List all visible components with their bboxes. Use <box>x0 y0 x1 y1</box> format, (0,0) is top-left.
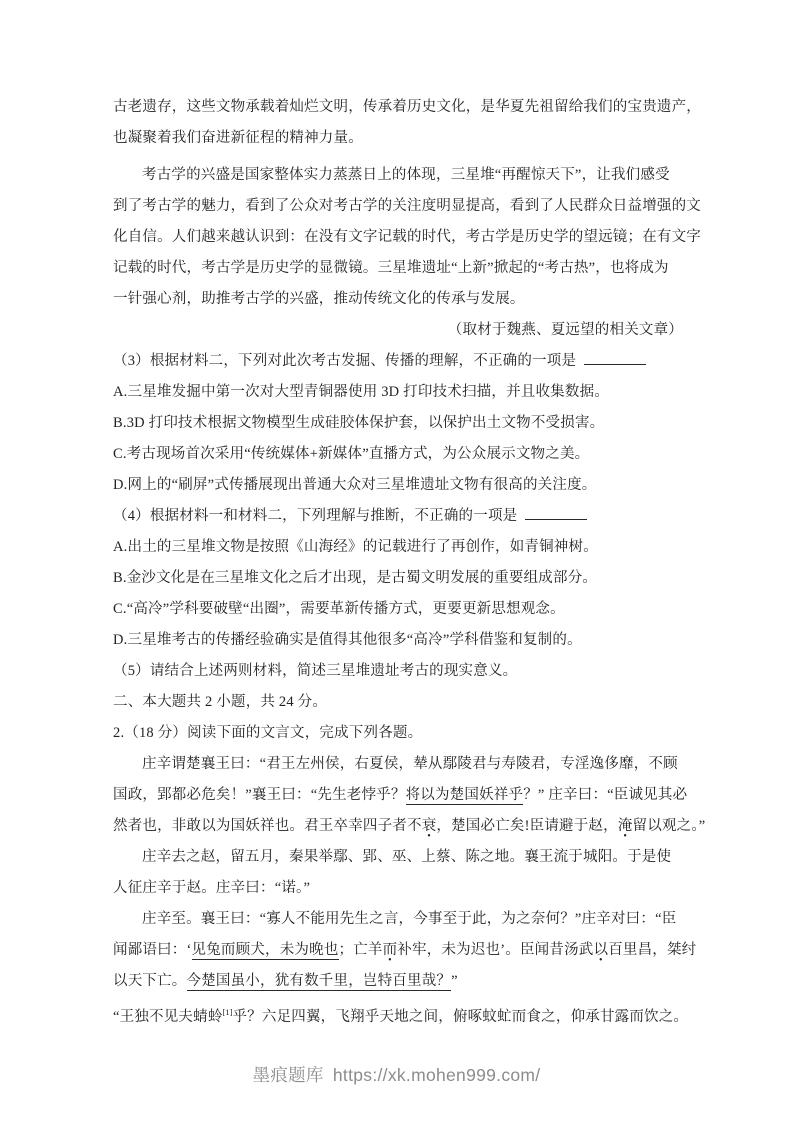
text-run: D.网上的“刷屏”式传播展现出普通大众对三星堆遗址文物有很高的关注度。 <box>113 477 597 493</box>
text-run: C.“高冷”学科要破壁“出圈”，需要革新传播方式，更要更新思想观念。 <box>113 601 565 617</box>
text-run: （3）根据材料二，下列对此次考古发掘、传播的理解，不正确的一项是 <box>113 353 577 369</box>
text-run: D.三星堆考古的传播经验确实是值得其他很多“高冷”学科借鉴和复制的。 <box>113 632 582 648</box>
dot-emphasized-char: 以 <box>593 942 609 958</box>
text-run: B.金沙文化是在三星堆文化之后才出现，是古蜀文明发展的重要组成部分。 <box>113 570 598 586</box>
section-2-heading <box>113 687 683 718</box>
text-run: 庄辛谓楚襄王曰：“君王左州侯，右夏侯，辇从鄢陵君与寿陵君，专淫逸侈靡，不顾 <box>142 756 678 772</box>
text-run: 百里昌，桀纣 <box>608 942 697 958</box>
question-3-stem <box>113 346 683 377</box>
underlined-text: 见兔而顾犬，未为晚也 <box>191 942 339 958</box>
footnote-marker: [1] <box>222 1007 233 1017</box>
material2-para2-line5 <box>113 284 683 315</box>
answer-blank <box>525 505 587 520</box>
text-run: A.出土的三星堆文物是按照《山海经》的记载进行了再创作，如青铜神树。 <box>113 539 598 555</box>
text-run: 二、本大题共 2 小题，共 24 分。 <box>113 694 328 710</box>
passage-para1-line3 <box>113 811 706 842</box>
material2-para1-line2 <box>113 123 683 154</box>
underlined-text: 将以为楚国妖祥乎 <box>405 787 524 803</box>
passage-para3-line1 <box>113 904 683 935</box>
text-run: 化自信。人们越来越认识到：在没有文字记载的时代，考古学是历史学的望远镜；在有文字 <box>113 229 701 245</box>
question-3-option-c <box>113 439 683 470</box>
text-run: ，楚国必亡矣!臣请避于赵， <box>436 818 618 834</box>
question-4-option-b <box>113 563 683 594</box>
question-3-option-a <box>113 377 683 408</box>
text-run: 庄辛去之赵，留五月，秦果举鄢、郢、巫、上蔡、陈之地。襄王流于城阳。于是使 <box>142 849 672 865</box>
text-run: （取材于魏燕、夏远望的相关文章） <box>447 322 683 338</box>
question-4-option-d <box>113 625 683 656</box>
text-run: B.3D 打印技术根据文物模型生成硅胶体保护套，以保护出土文物不受损害。 <box>113 415 605 431</box>
text-run: 2.（18 分）阅读下面的文言文，完成下列各题。 <box>113 725 423 741</box>
dot-emphasized-char: 淹 <box>617 818 633 834</box>
text-run: 留以观之。” <box>632 818 706 834</box>
text-run: 补牢，未为迟也’。臣闻昔汤武 <box>397 942 594 958</box>
passage-para1-line2 <box>113 780 688 811</box>
text-run: 到了考古学的魅力，看到了公众对考古学的关注度明显提高，看到了人民群众日益增强的文 <box>113 198 701 214</box>
text-run: 考古学的兴盛是国家整体实力蒸蒸日上的体现，三星堆“再醒惊天下”，让我们感受 <box>142 167 670 183</box>
dot-emphasized-char: 衰 <box>421 818 437 834</box>
question-4-stem <box>113 501 683 532</box>
material2-para2-line3 <box>113 222 701 253</box>
text-run: “王独不见夫蜻蛉 <box>113 1009 223 1025</box>
footer-url: https://xk.mohen999.com/ <box>332 1065 541 1085</box>
page-footer <box>0 1062 793 1087</box>
question-4-option-c <box>113 594 683 625</box>
text-run: C.考古现场首次采用“传统媒体+新媒体”直播方式，为公众展示文物之美。 <box>113 446 590 462</box>
passage-para2-line2 <box>113 873 683 904</box>
attribution-line <box>113 315 683 346</box>
text-run: ” <box>451 973 458 989</box>
passage-para3-line2 <box>113 935 697 966</box>
text-run: 古老遗存，这些文物承载着灿烂文明，传承着历史文化，是华夏先祖留给我们的宝贵遗产， <box>113 99 701 115</box>
text-run: 闻鄙语曰：‘ <box>113 942 192 958</box>
text-run: （5）请结合上述两则材料，简述三星堆遗址考古的现实意义。 <box>113 663 518 679</box>
text-run: 国政，郢都必危矣！”襄王曰：“先生老悖乎？ <box>113 787 406 803</box>
answer-blank <box>584 350 646 365</box>
text-run: 也凝聚着我们奋进新征程的精神力量。 <box>113 130 363 146</box>
question-5-stem <box>113 656 683 687</box>
underlined-text: 今楚国虽小，犹有数千里，岂特百里哉？ <box>186 973 452 989</box>
text-run: A.三星堆发掘中第一次对大型青铜器使用 3D 打印技术扫描，并且收集数据。 <box>113 384 609 400</box>
document-body <box>113 92 706 1028</box>
passage-para4-line1 <box>113 997 689 1028</box>
passage-para2-line1 <box>113 842 683 873</box>
material2-para2-line1 <box>113 160 683 191</box>
text-run: 一针强心剂，助推考古学的兴盛，推动传统文化的传承与发展。 <box>113 291 525 307</box>
text-run: 记载的时代，考古学是历史学的显微镜。三星堆遗址“上新”掀起的“考古热”，也将成为 <box>113 260 669 276</box>
dot-emphasized-char: 而 <box>382 942 398 958</box>
question-3-option-b <box>113 408 683 439</box>
question-2-intro <box>113 718 683 749</box>
passage-para3-line3 <box>113 966 683 997</box>
text-run: 乎？六足四翼，飞翔乎天地之间，俯啄蚊虻而食之，仰承甘露而饮之。 <box>232 1009 689 1025</box>
text-run: 然者也，非敢以为国妖祥也。君王卒幸四子者不 <box>113 818 422 834</box>
text-run: 庄辛至。襄王曰：“寡人不能用先生之言，今事至于此，为之奈何？”庄辛对曰：“臣 <box>142 911 677 927</box>
text-run: 以天下亡。 <box>113 973 187 989</box>
question-3-option-d <box>113 470 683 501</box>
question-4-option-a <box>113 532 683 563</box>
material2-para2-line4 <box>113 253 683 284</box>
footer-site-name: 墨痕题库 <box>252 1065 324 1085</box>
passage-para1-line1 <box>113 749 683 780</box>
material2-para1-line1 <box>113 92 701 123</box>
text-run: 人征庄辛于赵。庄辛曰：“诺。” <box>113 880 311 896</box>
text-run: ；亡羊 <box>338 942 383 958</box>
text-run: （4）根据材料一和材料二，下列理解与推断，不正确的一项是 <box>113 508 518 524</box>
text-run: ？” 庄辛曰：“臣诚见其必 <box>523 787 688 803</box>
material2-para2-line2 <box>113 191 701 222</box>
